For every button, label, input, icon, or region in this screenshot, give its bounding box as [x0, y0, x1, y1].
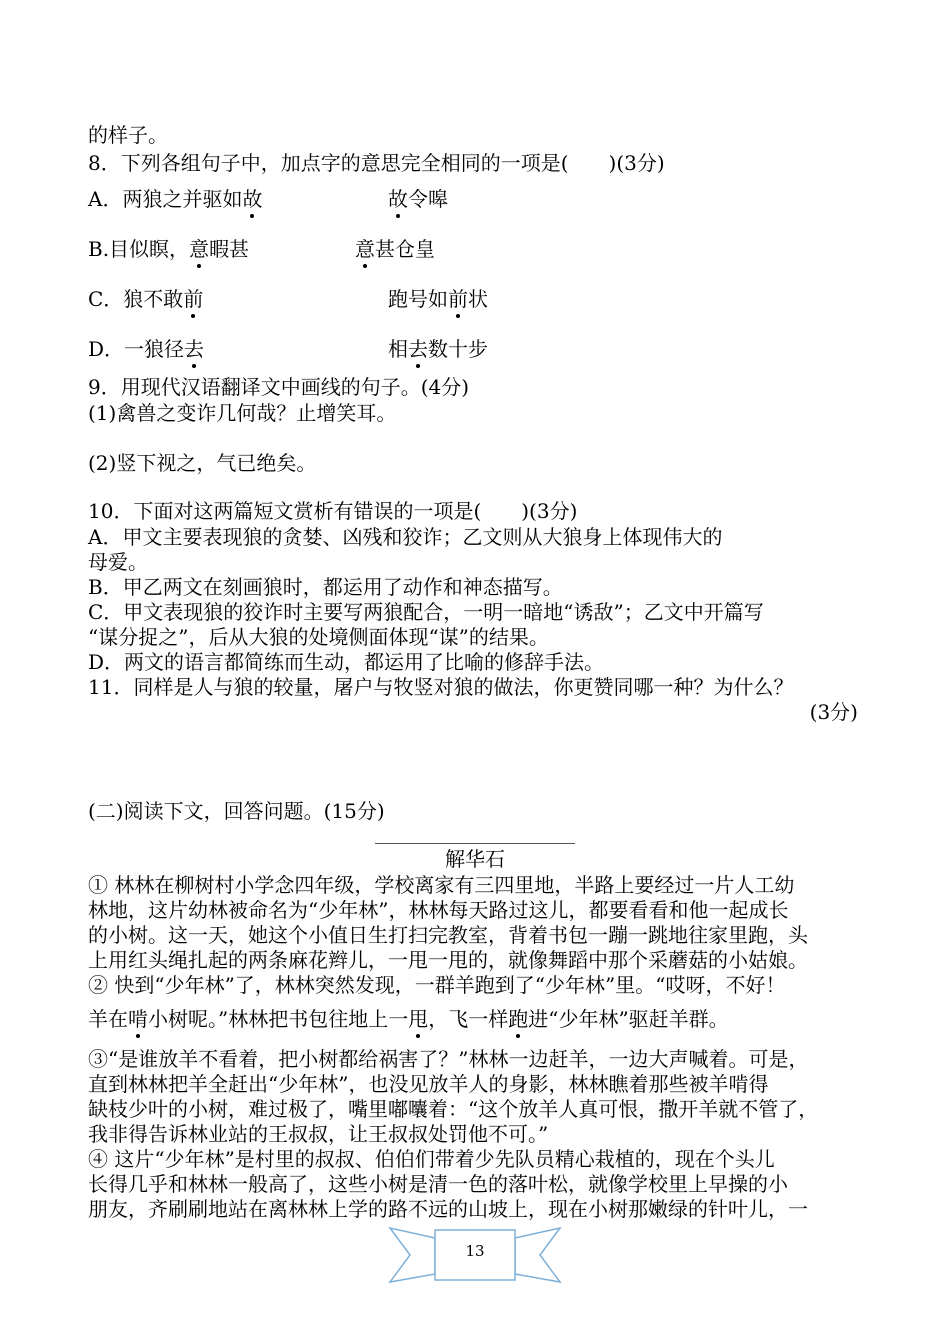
question-10: 10．下面对这两篇短文赏析有错误的一项是( )(3分): [88, 499, 578, 523]
paragraph-2-line: ② 快到“少年林”了，林林突然发现，一群羊跑到了“少年林”里。“哎呀，不好！: [88, 973, 786, 997]
question-8: 8．下列各组句子中，加点字的意思完全相同的一项是( )(3分): [88, 151, 665, 175]
option-b-left: B.目似瞑，意暇甚: [88, 237, 250, 261]
option-a-left: A．两狼之并驱如故: [88, 187, 263, 211]
text-line: 的样子。: [88, 123, 168, 147]
paragraph-4-line: 长得几乎和林林一般高了，这些小树是清一色的落叶松，就像学校里上早操的小: [88, 1172, 788, 1196]
paragraph-4-line: 朋友，齐刷刷地站在离林林上学的路不远的山坡上，现在小树那嫩绿的针叶儿，一: [88, 1197, 808, 1221]
question-10-option-a-cont: 母爱。: [88, 550, 148, 574]
page-number-badge: [380, 1220, 570, 1290]
option-c-left: C．狼不敢前: [88, 287, 204, 311]
paragraph-1-line: 的小树。这一天，她这个小值日生打扫完教室，背着书包一蹦一跳地往家里跑，头: [88, 923, 808, 947]
paragraph-1-line: ① 林林在柳树村小学念四年级，学校离家有三四里地，半路上要经过一片人工幼: [88, 873, 795, 897]
option-c-right: 跑号如前状: [388, 287, 488, 311]
question-10-option-d: D．两文的语言都简练而生动，都运用了比喻的修辞手法。: [88, 650, 605, 674]
paragraph-1-line: 上用红头绳扎起的两条麻花辫儿，一甩一甩的，就像舞蹈中那个采蘑菇的小姑娘。: [88, 948, 808, 972]
paragraph-2-line-dotted: 羊在啃小树呢。”林林把书包往地上一甩，飞一样跑进“少年林”驱赶羊群。: [88, 1007, 729, 1031]
paragraph-3-line: ③“是谁放羊不看着，把小树都给祸害了？”林林一边赶羊，一边大声喊着。可是，: [88, 1047, 809, 1071]
paragraph-4-line: ④ 这片“少年林”是村里的叔叔、伯伯们带着少先队员精心栽植的，现在个头儿: [88, 1147, 775, 1171]
paragraph-3-line: 缺枝少叶的小树，难过极了，嘴里嘟囔着：“这个放羊人真可恨，撒开羊就不管了，: [88, 1097, 819, 1121]
option-d-left: D．一狼径去: [88, 337, 205, 361]
paragraph-3-line: 直到林林把羊全赶出“少年林”，也没见放羊人的身影，林林瞧着那些被羊啃得: [88, 1072, 769, 1096]
question-9-item-2: (2)竖下视之，气已绝矣。: [88, 451, 317, 475]
question-10-option-c: C．甲文表现狼的狡诈时主要写两狼配合，一明一暗地“诱敌”；乙文中开篇写: [88, 600, 764, 624]
section-2-heading: (二)阅读下文，回答问题。(15分): [88, 799, 385, 823]
question-11: 11．同样是人与狼的较量，屠户与牧竖对狼的做法，你更赞同哪一种？为什么？: [88, 675, 794, 699]
paragraph-1-line: 林地，这片幼林被命名为“少年林”，林林每天路过这儿，都要看看和他一起成长: [88, 898, 789, 922]
question-11-score: (3分): [809, 700, 858, 724]
page-number: 13: [465, 1242, 485, 1260]
option-a-right: 故令嗥: [388, 187, 448, 211]
option-d-right: 相去数十步: [388, 337, 488, 361]
question-10-option-a: A．甲文主要表现狼的贪婪、凶残和狡诈；乙文则从大狼身上体现伟大的: [88, 525, 723, 549]
paragraph-3-line: 我非得告诉林业站的王叔叔，让王叔叔处罚他不可。”: [88, 1122, 549, 1146]
question-9: 9．用现代汉语翻译文中画线的句子。(4分): [88, 375, 470, 399]
question-10-option-b: B．甲乙两文在刻画狼时，都运用了动作和神态描写。: [88, 575, 563, 599]
option-b-right: 意甚仓皇: [355, 237, 435, 261]
title-rule: [375, 843, 575, 844]
question-9-item-1: (1)禽兽之变诈几何哉？止增笑耳。: [88, 401, 397, 425]
passage-title: 解华石: [445, 847, 505, 871]
question-10-option-c-cont: “谋分捉之”，后从大狼的处境侧面体现“谋”的结果。: [88, 625, 549, 649]
